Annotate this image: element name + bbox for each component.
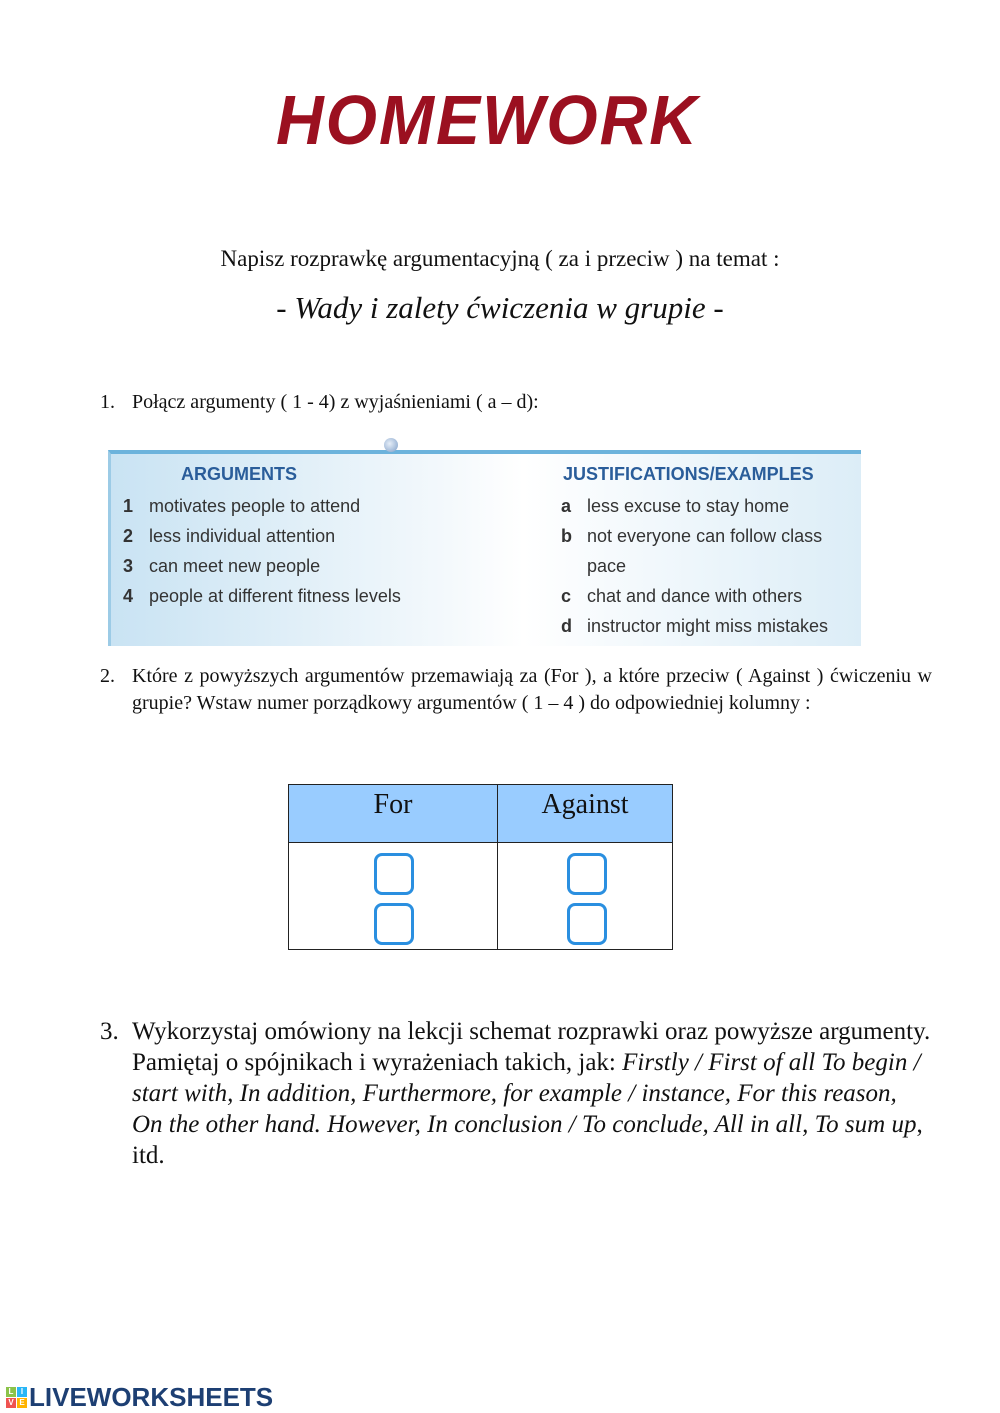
item-key: 1 [123,496,134,516]
question-number: 3. [100,1018,119,1045]
essay-topic: - Wady i zalety ćwiczenia w grupie - [276,290,724,325]
list-item [561,581,851,611]
question-3 [100,1016,932,1171]
against-cell [498,843,672,949]
against-answer-input-2[interactable] [567,903,607,945]
for-against-table [288,784,673,950]
item-key: a [561,496,572,516]
page-title: HOMEWORK [276,81,699,159]
arguments-image [108,450,861,646]
item-text: motivates people to attend [149,496,361,516]
list-item [561,611,851,641]
instruction-end: , itd. [132,1111,923,1169]
item-text: chat and dance with others [587,586,803,606]
justifications-heading: JUSTIFICATIONS/EXAMPLES [563,464,814,484]
logo-text: LIVEWORKSHEETS [29,1382,274,1412]
item-key: d [561,616,572,636]
logo-icon: L I V E [6,1387,27,1408]
item-key: c [561,586,572,606]
arguments-column [123,464,423,611]
against-answer-input-1[interactable] [567,853,607,895]
item-text: people at different fitness levels [149,586,401,606]
item-text: can meet new people [149,556,321,576]
justifications-column [561,464,851,641]
for-cell [289,843,497,949]
list-item [561,521,851,581]
arguments-heading: ARGUMENTS [181,464,297,484]
for-header: For [289,785,498,843]
question-number: 1. [100,391,115,413]
list-item [123,551,423,581]
list-item [123,581,423,611]
for-answer-input-1[interactable] [374,853,414,895]
item-text: instructor might miss mistakes [587,616,829,636]
item-key: b [561,526,572,546]
pin-icon [384,438,398,452]
list-item [123,521,423,551]
item-text: less individual attention [149,526,336,546]
question-number: 2. [100,665,115,687]
question-1 [100,389,932,416]
liveworksheets-logo [6,1382,273,1413]
question-text [132,1016,932,1171]
item-key: 3 [123,556,134,576]
instruction-text: Wykorzystaj omówiony na lekcji schemat rozprawki oraz powyższe argumenty. Pamiętaj o spójnikach i wyrażeniach takich, jak: [132,1018,931,1076]
question-text: Połącz argumenty ( 1 - 4) z wyjaśnieniami ( a – d): [132,391,539,413]
item-text: less excuse to stay home [587,496,790,516]
linking-words: Firstly / First of all To begin / start with, In addition, Furthermore, for example / instance, For this reason, On the other hand. However, In conclusion / To conclude, All in all, To sum up [132,1049,921,1138]
intro-text: Napisz rozprawkę argumentacyjną ( za i przeciw ) na temat : [220,246,780,271]
question-text: Które z powyższych argumentów przemawiają za (For ), a które przeciw ( Against ) ćwiczeniu w grupie? Wstaw numer porządkowy argumentów ( 1 – 4 ) do odpowiedniej kolumny : [132,665,932,714]
against-header: Against [498,785,673,843]
item-text: not everyone can follow class pace [587,526,823,576]
list-item [561,491,851,521]
list-item [123,491,423,521]
item-key: 4 [123,586,134,606]
item-key: 2 [123,526,134,546]
for-answer-input-2[interactable] [374,903,414,945]
question-2 [100,663,932,717]
